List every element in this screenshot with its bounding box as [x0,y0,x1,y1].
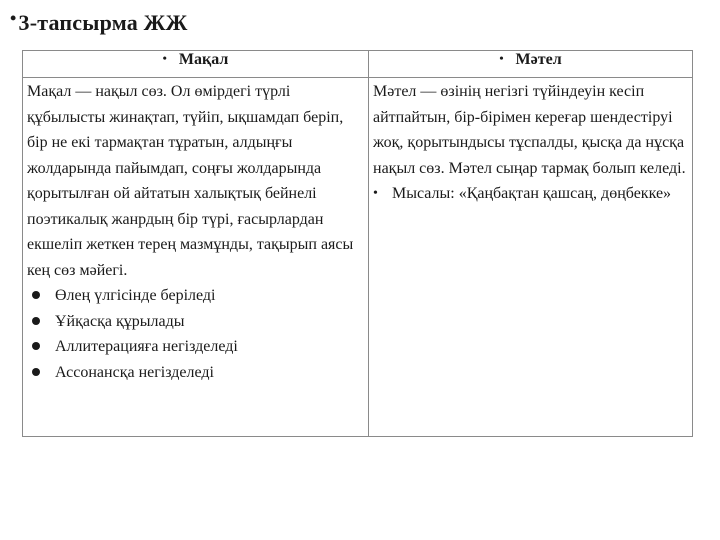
bullet-dot [32,342,40,350]
list-item-text: Ұйқасқа құрылады [55,312,185,330]
matel-example-text: Мысалы: «Қаңбақтан қашсаң, дөңбекке» [392,185,672,202]
bullet-dot [32,368,40,376]
bullet-dot [32,291,40,299]
header-matel [369,51,693,78]
title-bullet: • [10,8,17,28]
list-item [27,334,364,360]
list-item [373,181,688,207]
list-item [27,283,364,309]
table-row [23,78,693,437]
matel-example-list [373,181,688,207]
maqal-cell [23,78,369,437]
header-bullet: • [162,51,167,65]
slide-title-text: 3-тапсырма ЖЖ [18,10,188,35]
matel-cell [369,78,693,437]
list-item [27,309,364,335]
maqal-definition: Мақал — нақыл сөз. Ол өмірдегі түрлі құбылысты жинақтап, түйіп, ықшамдап беріп, бір не екі тармақтан тұратын, алдыңғы жолдарында пайымдап, соңғы жолдарында қорытылған ой айтатын халықтық бейнелі поэтикалық жанрдың бір түрі, ғасырлардан екшеліп жеткен терең мазмұнды, тақырып аясы кең сөз мәйегі. [27,83,354,279]
table-header-row [23,51,693,78]
list-item-text: Ассонансқа негізделеді [55,363,214,381]
matel-definition: Мәтел — өзінің негізгі түйіндеуін кесіп айтпайтын, бір-бірімен кереғар шендестіруі жоқ, қорытындысы тұспалды, қысқа да нұсқа нақыл сөз. Мәтел сыңар тармақ болып келеді. [373,83,686,177]
header-maqal-label: Мақал [178,51,229,68]
comparison-table [22,50,693,437]
slide-title [10,8,188,36]
bullet-dot [32,317,40,325]
list-item-text: Өлең үлгісінде беріледі [55,287,216,304]
header-maqal [23,51,369,78]
list-item-text: Аллитерацияға негізделеді [55,338,238,355]
header-bullet: • [499,51,504,65]
header-matel-label: Мәтел [515,51,562,68]
bullet-dot: • [373,186,378,201]
list-item [27,360,364,386]
maqal-features-list [27,283,364,385]
